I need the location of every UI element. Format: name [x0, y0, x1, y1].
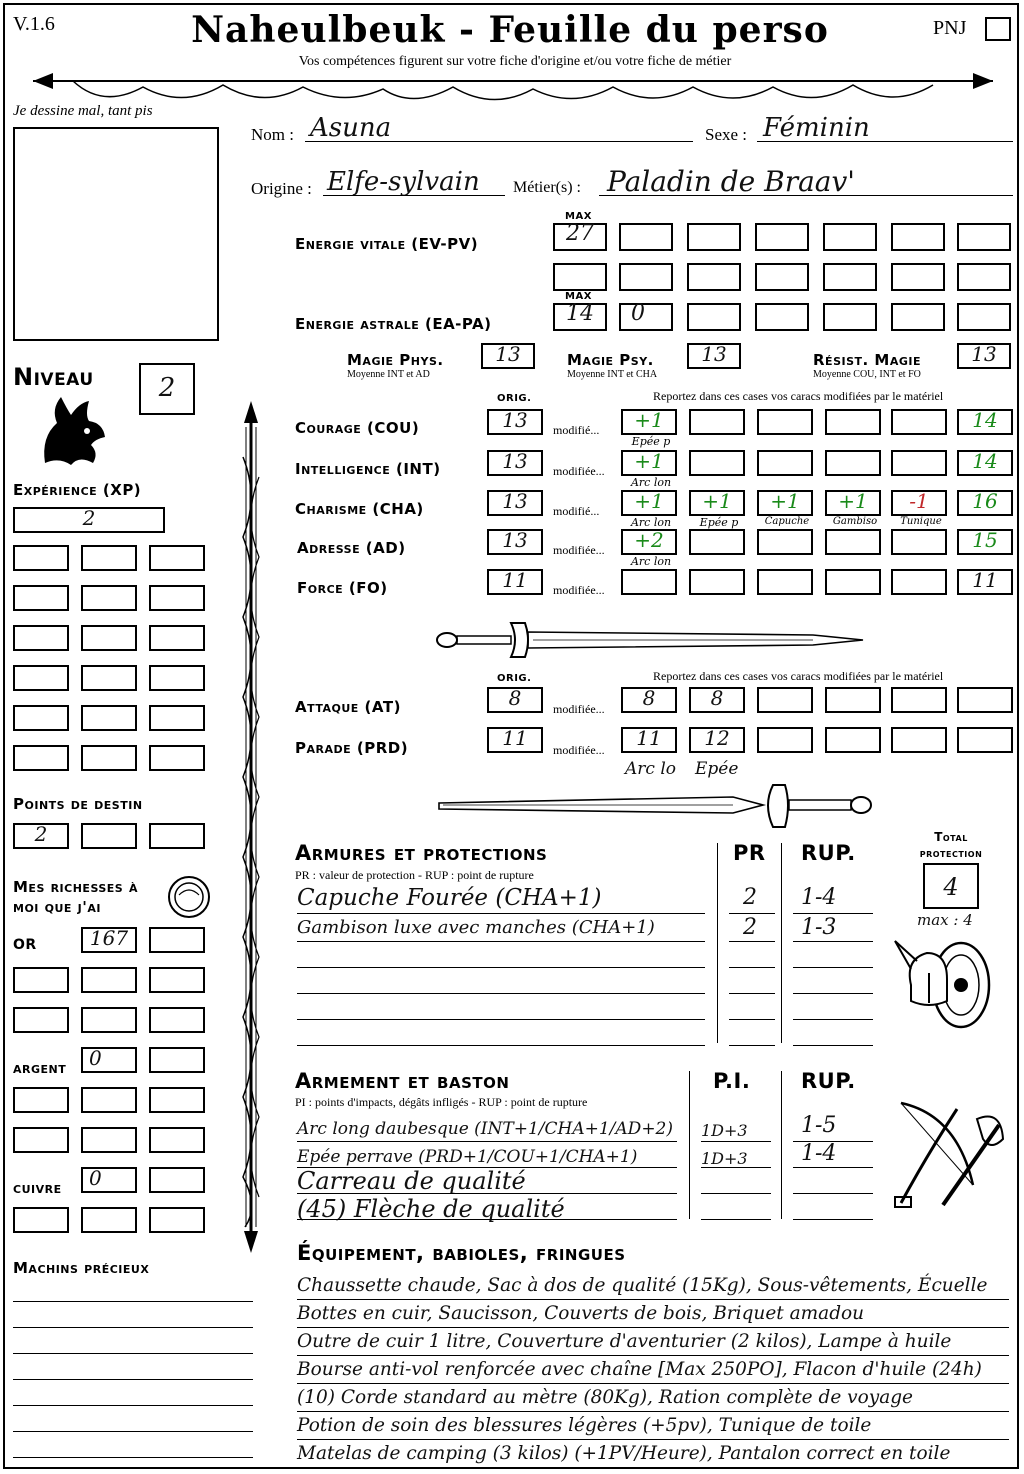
money-box[interactable] — [81, 1127, 137, 1153]
ev-box[interactable] — [891, 263, 945, 291]
money-box[interactable] — [13, 1007, 69, 1033]
money-box[interactable] — [149, 1207, 205, 1233]
xp-box[interactable] — [81, 545, 137, 571]
equipement-line: Potion de soin des blessures légères (+5pv), Tunique de toile — [297, 1415, 872, 1436]
ev-box[interactable] — [755, 223, 809, 251]
magie-psy-box[interactable]: 13 — [687, 343, 741, 369]
sword-icon — [433, 617, 873, 663]
force-final-box[interactable]: 11 — [957, 569, 1013, 595]
charisme-mod-box[interactable]: +1 Capuche — [757, 490, 813, 516]
metier-value: Paladin de Braav' — [607, 165, 855, 198]
modifee-label: modifiée... — [553, 743, 605, 757]
equipement-line: Matelas de camping (3 kilos) (+1PV/Heure), Pantalon correct en toile — [297, 1443, 951, 1464]
adresse-mod-box[interactable] — [891, 529, 947, 555]
xp-box[interactable] — [13, 665, 69, 691]
parade-orig-box[interactable]: 11 — [487, 727, 543, 753]
magie-phys-note: Moyenne INT et AD — [347, 369, 430, 380]
xp-box[interactable] — [81, 705, 137, 731]
resist-magie-label: Résist. Magie — [813, 351, 922, 369]
money-box[interactable] — [149, 1127, 205, 1153]
xp-box[interactable] — [149, 745, 205, 771]
charisme-mod-box[interactable]: +1 Arc lon — [621, 490, 677, 516]
attaque-final-box[interactable] — [957, 687, 1013, 713]
xp-box[interactable] — [13, 585, 69, 611]
modifee-label: modifiée... — [553, 464, 605, 478]
pnj-checkbox[interactable] — [985, 17, 1011, 41]
ev-box[interactable] — [957, 223, 1011, 251]
character-sheet — [3, 3, 1019, 1469]
adresse-mod-box[interactable]: +2 Arc lon — [621, 529, 677, 555]
xp-box[interactable] — [149, 665, 205, 691]
equipement-line: Outre de cuir 1 litre, Couverture d'aventurier (2 kilos), Lampe à huile — [297, 1331, 952, 1352]
staff-icon — [233, 397, 269, 1257]
equipement-line: Bourse anti-vol renforcée avec chaîne [Max 250PO], Flacon d'huile (24h) — [297, 1359, 982, 1380]
destin-label: Points de destin — [13, 795, 143, 813]
attaque-mod-box[interactable] — [757, 687, 813, 713]
charisme-label: Charisme (CHA) — [295, 500, 424, 518]
modifee-label: modifiée... — [553, 583, 605, 597]
ev-max-box[interactable]: 27 — [553, 223, 607, 251]
armure-pr: 2 — [743, 885, 757, 910]
intelligence-mod-box[interactable] — [689, 450, 745, 476]
modif-label: modifié... — [553, 423, 600, 437]
armure-pr: 2 — [743, 915, 757, 940]
machins-label: Machins précieux — [13, 1259, 150, 1277]
ev-box[interactable] — [823, 263, 877, 291]
armure-name: Gambison luxe avec manches (CHA+1) — [297, 917, 655, 938]
ea-box[interactable] — [687, 303, 741, 331]
courage-orig-box[interactable]: 13 — [487, 409, 543, 435]
pr-header: PR — [733, 841, 766, 865]
parade-mod-box[interactable] — [757, 727, 813, 753]
combat-orig-label: ORIG. — [497, 673, 532, 684]
destin-box[interactable] — [81, 823, 137, 849]
equipement-title: Équipement, babioles, fringues — [297, 1241, 626, 1265]
attaque-mod-box[interactable] — [825, 687, 881, 713]
modif-label: modifié... — [553, 504, 600, 518]
money-box[interactable] — [81, 1207, 137, 1233]
xp-box[interactable] — [149, 625, 205, 651]
parade-mod-box[interactable]: 12 — [689, 727, 745, 753]
force-label: Force (FO) — [297, 579, 388, 597]
coin-icon — [165, 873, 213, 921]
force-mod-box[interactable] — [825, 569, 881, 595]
caracs-report-note: Reportez dans ces cases vos caracs modifiées par le matériel — [653, 389, 944, 403]
arme-name: Carreau de qualité — [297, 1167, 526, 1195]
ev-box[interactable] — [957, 263, 1011, 291]
cuivre-box[interactable]: 0 — [81, 1167, 137, 1193]
xp-box[interactable]: 2 — [13, 507, 165, 533]
force-mod-box[interactable] — [891, 569, 947, 595]
version-label: V.1.6 — [13, 13, 55, 35]
xp-box[interactable] — [81, 745, 137, 771]
attaque-mod-box[interactable]: 8 — [689, 687, 745, 713]
armures-note: PR : valeur de protection - RUP : point de rupture — [295, 868, 534, 882]
intelligence-mod-box[interactable] — [825, 450, 881, 476]
armure-rup: 1-3 — [801, 915, 837, 940]
ea-current-box[interactable]: 0 — [619, 303, 673, 331]
ev-box[interactable] — [687, 263, 741, 291]
adresse-mod-box[interactable] — [689, 529, 745, 555]
ev-max-label: MAX — [565, 211, 592, 222]
arme-name: Epée perrave (PRD+1/COU+1/CHA+1) — [297, 1147, 638, 1167]
armure-rup: 1-4 — [801, 885, 837, 910]
xp-box[interactable] — [149, 705, 205, 731]
attaque-orig-box[interactable]: 8 — [487, 687, 543, 713]
money-box[interactable] — [13, 1087, 69, 1113]
or-box[interactable]: 167 — [81, 927, 137, 953]
adresse-label: Adresse (AD) — [297, 539, 406, 557]
nom-value: Asuna — [310, 113, 392, 143]
intelligence-mod-box[interactable] — [891, 450, 947, 476]
combat-report-note: Reportez dans ces cases vos caracs modifiées par le matériel — [653, 669, 944, 683]
money-box[interactable] — [81, 967, 137, 993]
ea-box[interactable] — [823, 303, 877, 331]
ev-box[interactable] — [553, 263, 607, 291]
attaque-mod-box[interactable] — [891, 687, 947, 713]
or-label: OR — [13, 937, 37, 953]
argent-label: ARGENT — [13, 1063, 67, 1076]
portrait-box[interactable] — [13, 127, 219, 341]
money-box[interactable] — [149, 1087, 205, 1113]
money-box[interactable] — [13, 1127, 69, 1153]
intelligence-mod-box[interactable]: +1 Arc lon — [621, 450, 677, 476]
attaque-mod-box[interactable]: 8 — [621, 687, 677, 713]
money-box[interactable] — [149, 1007, 205, 1033]
ev-box[interactable] — [619, 223, 673, 251]
xp-box[interactable] — [13, 705, 69, 731]
xp-box[interactable] — [149, 545, 205, 571]
armure-name: Capuche Fourée (CHA+1) — [297, 885, 602, 911]
ev-box[interactable] — [755, 263, 809, 291]
resist-magie-box[interactable]: 13 — [957, 343, 1011, 369]
adresse-final-box[interactable]: 15 — [957, 529, 1013, 555]
xp-box[interactable] — [81, 585, 137, 611]
xp-box[interactable] — [81, 625, 137, 651]
total-protection-box[interactable]: 4 — [923, 863, 979, 909]
max-protection: max : 4 — [917, 911, 973, 929]
caracs-orig-label: ORIG. — [497, 393, 532, 404]
force-mod-box[interactable] — [621, 569, 677, 595]
ea-max-label: MAX — [565, 291, 592, 302]
xp-label: Expérience (XP) — [13, 481, 142, 499]
ea-label: Energie astrale (EA-PA) — [295, 315, 492, 333]
money-box[interactable] — [149, 967, 205, 993]
ea-max-box[interactable]: 14 — [553, 303, 607, 331]
xp-box[interactable] — [13, 745, 69, 771]
adresse-mod-box[interactable] — [757, 529, 813, 555]
force-mod-box[interactable] — [757, 569, 813, 595]
pnj-label: PNJ — [933, 17, 967, 39]
force-mod-box[interactable] — [689, 569, 745, 595]
armures-title: Armures et protections — [295, 841, 548, 865]
arme-name: Arc long daubesque (INT+1/CHA+1/AD+2) — [297, 1119, 674, 1139]
courage-final-box[interactable]: 14 — [957, 409, 1013, 435]
arme-rup: 1-5 — [801, 1113, 837, 1138]
arme-name: (45) Flèche de qualité — [297, 1195, 565, 1223]
charisme-mod-box[interactable]: -1 Tunique — [891, 490, 947, 516]
intelligence-orig-box[interactable]: 13 — [487, 450, 543, 476]
courage-mod-box[interactable] — [825, 409, 881, 435]
parade-final-box[interactable] — [957, 727, 1013, 753]
parade-mod-box[interactable] — [891, 727, 947, 753]
magie-phys-label: Magie Phys. — [347, 351, 444, 369]
ea-box[interactable] — [957, 303, 1011, 331]
modifee-label: modifiée... — [553, 702, 605, 716]
sword-icon — [433, 783, 877, 833]
argent-box[interactable] — [149, 1047, 205, 1073]
ev-box[interactable] — [823, 223, 877, 251]
cuivre-box[interactable] — [149, 1167, 205, 1193]
xp-box[interactable] — [13, 545, 69, 571]
courage-mod-box[interactable] — [689, 409, 745, 435]
nom-label: Nom : — [251, 125, 294, 144]
rup-header: RUP. — [801, 1069, 856, 1093]
modifee-label: modifiée... — [553, 543, 605, 557]
weapons-icon — [887, 1095, 1007, 1219]
rup-header: RUP. — [801, 841, 856, 865]
magie-psy-label: Magie Psy. — [567, 351, 654, 369]
courage-label: Courage (COU) — [295, 419, 420, 437]
equipement-line: Chaussette chaude, Sac à dos de qualité (15Kg), Sous-vêtements, Écuelle — [297, 1275, 988, 1296]
destin-box[interactable] — [149, 823, 205, 849]
magie-phys-box[interactable]: 13 — [481, 343, 535, 369]
metier-label: Métier(s) : — [513, 179, 581, 196]
total-protection-label: Total protection — [919, 830, 983, 860]
sexe-label: Sexe : — [705, 125, 748, 144]
equipement-line: (10) Corde standard au mètre (80Kg), Ration complète de voyage — [297, 1387, 914, 1408]
intelligence-mod-box[interactable] — [757, 450, 813, 476]
force-orig-box[interactable]: 11 — [487, 569, 543, 595]
origine-value: Elfe-sylvain — [327, 167, 480, 197]
page-subtitle: Vos compétences figurent sur votre fiche d'origine et/ou votre fiche de métier — [298, 54, 732, 69]
magie-psy-note: Moyenne INT et CHA — [567, 369, 658, 380]
armement-title: Armement et baston — [295, 1069, 510, 1093]
helmet-shield-icon — [891, 929, 1003, 1033]
destin-box[interactable]: 2 — [13, 823, 69, 849]
xp-box[interactable] — [149, 585, 205, 611]
combat-caption: Arc lo — [625, 759, 676, 779]
cuivre-label: CUIVRE — [13, 1183, 62, 1196]
intelligence-label: Intelligence (INT) — [295, 460, 441, 478]
niveau-box[interactable]: 2 — [139, 363, 195, 415]
intelligence-final-box[interactable]: 14 — [957, 450, 1013, 476]
equipement-line: Bottes en cuir, Saucisson, Couverts de bois, Briquet amadou — [297, 1303, 865, 1324]
courage-mod-box[interactable] — [757, 409, 813, 435]
arme-pi: 1D+3 — [701, 1149, 748, 1168]
richesses-label: Mes richesses à moi que j'ai — [13, 878, 138, 916]
dragon-icon — [37, 393, 109, 469]
ev-box[interactable] — [687, 223, 741, 251]
charisme-mod-box[interactable]: +1 Gambiso — [825, 490, 881, 516]
combat-caption: Epée — [695, 759, 739, 779]
ea-box[interactable] — [755, 303, 809, 331]
portrait-caption: Je dessine mal, tant pis — [13, 103, 153, 119]
armement-note: PI : points d'impacts, dégâts infligés - RUP : point de rupture — [295, 1095, 588, 1109]
argent-box[interactable]: 0 — [81, 1047, 137, 1073]
ev-label: Energie vitale (EV-PV) — [295, 235, 479, 253]
courage-mod-box[interactable] — [891, 409, 947, 435]
money-box[interactable] — [13, 1207, 69, 1233]
charisme-final-box[interactable]: 16 — [957, 490, 1013, 516]
parade-mod-box[interactable]: 11 — [621, 727, 677, 753]
charisme-mod-box[interactable]: +1 Epée p — [689, 490, 745, 516]
niveau-label: Niveau — [13, 363, 94, 391]
arme-pi: 1D+3 — [701, 1121, 748, 1140]
pi-header: P.I. — [713, 1069, 751, 1093]
xp-box[interactable] — [81, 665, 137, 691]
arme-rup: 1-4 — [801, 1141, 837, 1166]
page-title: Naheulbeuk - Feuille du perso — [191, 9, 829, 51]
resist-magie-note: Moyenne COU, INT et FO — [813, 369, 921, 380]
origine-label: Origine : — [251, 179, 312, 198]
ev-box[interactable] — [619, 263, 673, 291]
adresse-orig-box[interactable]: 13 — [487, 529, 543, 555]
money-box[interactable] — [81, 1087, 137, 1113]
ev-box[interactable] — [891, 223, 945, 251]
adresse-mod-box[interactable] — [825, 529, 881, 555]
or-box[interactable] — [149, 927, 205, 953]
parade-label: Parade (PRD) — [295, 739, 409, 757]
attaque-label: Attaque (AT) — [295, 698, 401, 716]
money-box[interactable] — [81, 1007, 137, 1033]
ea-box[interactable] — [891, 303, 945, 331]
money-box[interactable] — [13, 967, 69, 993]
courage-mod-box[interactable]: +1 Epée p — [621, 409, 677, 435]
xp-box[interactable] — [13, 625, 69, 651]
parade-mod-box[interactable] — [825, 727, 881, 753]
sexe-value: Féminin — [763, 113, 870, 143]
charisme-orig-box[interactable]: 13 — [487, 490, 543, 516]
ornament-icon — [13, 65, 1013, 115]
